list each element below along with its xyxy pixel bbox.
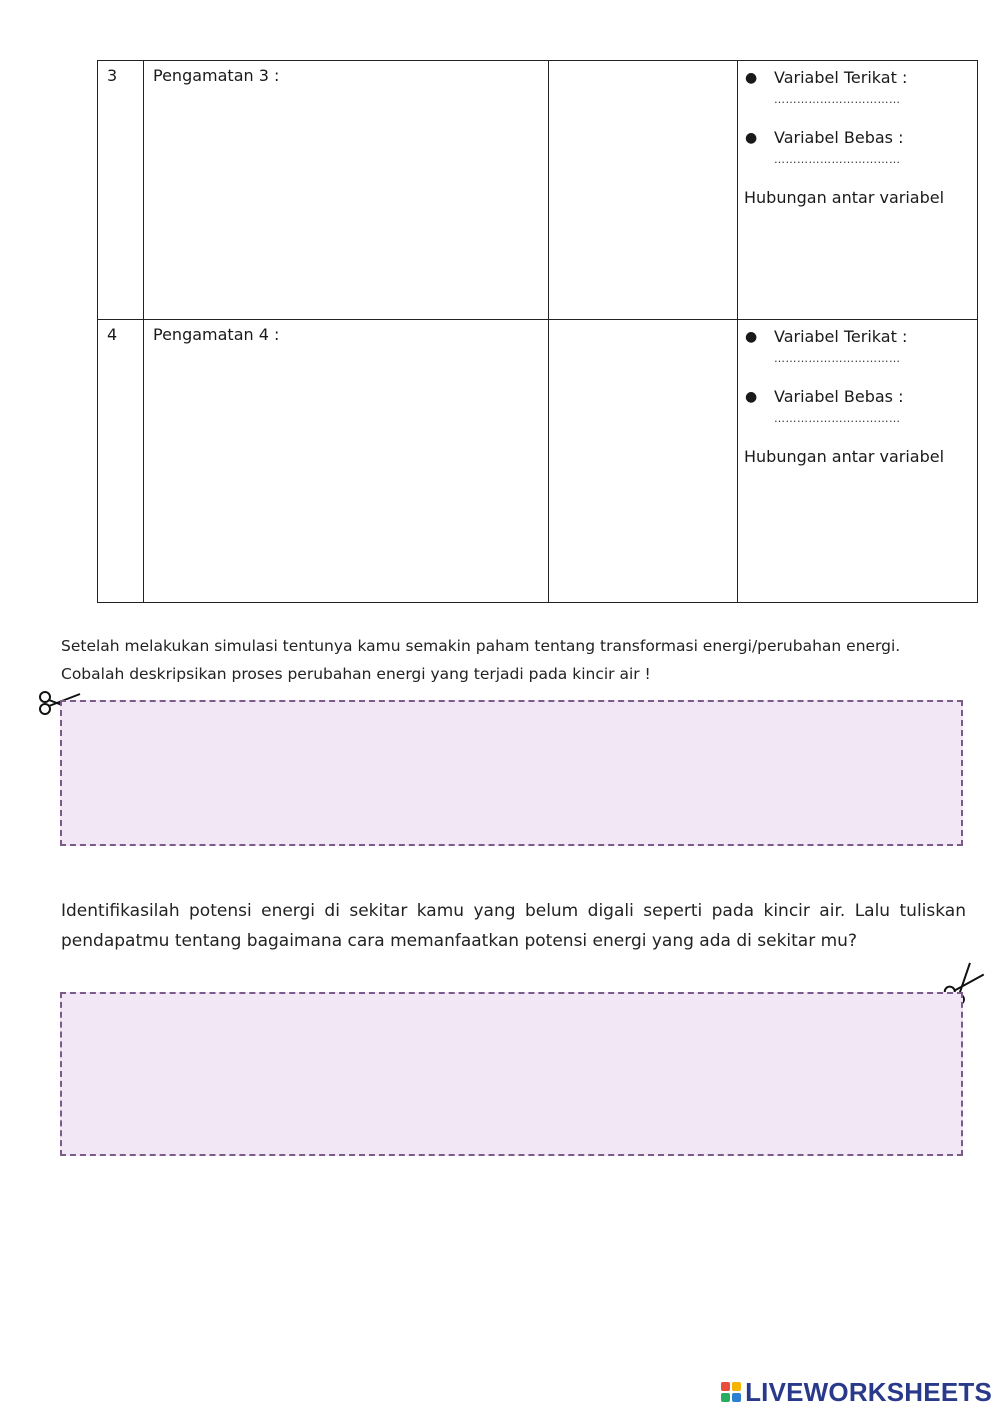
relation-label: Hubungan antar variabel	[744, 188, 945, 207]
question-2: Identifikasilah potensi energi di sekitar kamu yang belum digali seperti pada kincir air. Lalu tuliskan pendapatmu tentang bagaimana cara memanfaatkan potensi energi yang ada di sekitar mu?	[61, 901, 966, 951]
answer-box-2[interactable]	[60, 992, 963, 1156]
bullet-icon: ●	[745, 130, 758, 146]
answer-box-1[interactable]	[60, 700, 963, 846]
observation-label: Pengamatan 3 :	[153, 66, 280, 85]
table-row	[98, 61, 978, 320]
answer-blank[interactable]: ……………………………	[774, 93, 901, 106]
variable-label: Variabel Terikat :	[774, 327, 908, 346]
relation-label: Hubungan antar variabel	[744, 447, 945, 466]
list-item	[744, 324, 973, 368]
observation-table	[97, 60, 978, 603]
blank-cell[interactable]	[549, 320, 738, 603]
variable-label: Variabel Terikat :	[774, 68, 908, 87]
question-1	[61, 632, 966, 688]
bullet-icon: ●	[745, 329, 758, 345]
bullet-icon: ●	[745, 70, 758, 86]
list-item	[744, 384, 973, 428]
row-number: 4	[107, 325, 118, 344]
liveworksheets-logo-icon	[721, 1382, 741, 1402]
variables-cell	[738, 61, 978, 320]
list-item	[744, 65, 973, 109]
row-number-cell	[98, 320, 144, 603]
observation-cell[interactable]	[144, 320, 549, 603]
answer-blank[interactable]: ……………………………	[774, 153, 901, 166]
liveworksheets-logo	[721, 1377, 992, 1407]
row-number-cell	[98, 61, 144, 320]
answer-blank[interactable]: ……………………………	[774, 352, 901, 365]
observation-label: Pengamatan 4 :	[153, 325, 280, 344]
variable-label: Variabel Bebas :	[774, 128, 904, 147]
question-1-line-2: Cobalah deskripsikan proses perubahan energi yang terjadi pada kincir air !	[61, 665, 651, 683]
observation-cell[interactable]	[144, 61, 549, 320]
variables-cell	[738, 320, 978, 603]
list-item	[744, 125, 973, 169]
blank-cell[interactable]	[549, 61, 738, 320]
question-1-line-1: Setelah melakukan simulasi tentunya kamu semakin paham tentang transformasi energi/perubahan energi.	[61, 637, 901, 655]
logo-text: LIVEWORKSHEETS	[745, 1376, 992, 1407]
row-number: 3	[107, 66, 118, 85]
bullet-icon: ●	[745, 389, 758, 405]
variable-label: Variabel Bebas :	[774, 387, 904, 406]
answer-blank[interactable]: ……………………………	[774, 412, 901, 425]
table-row	[98, 320, 978, 603]
